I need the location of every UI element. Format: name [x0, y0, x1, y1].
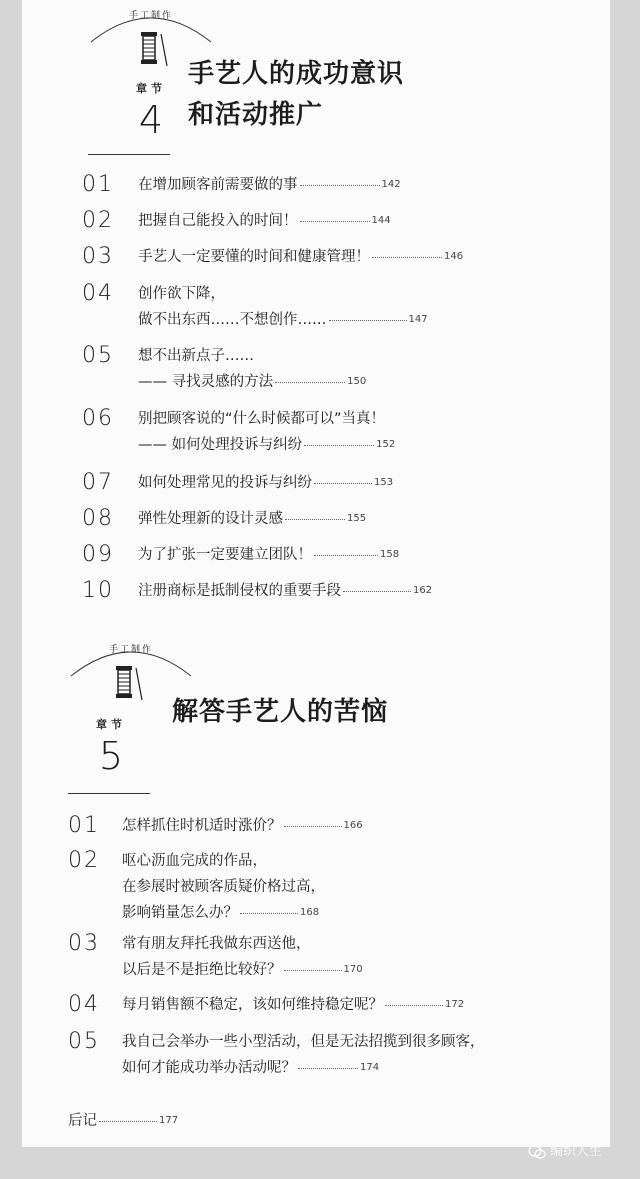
entry-text: 别把顾客说的“什么时候都可以”当真！ — [138, 411, 386, 427]
entry-text: 我自己会举办一些小型活动，但是无法招揽到很多顾客， — [122, 1034, 485, 1050]
entry-number: 04 — [68, 992, 100, 1017]
chapter-rule — [88, 154, 170, 155]
watermark — [528, 1140, 602, 1159]
entry-number: 10 — [82, 578, 114, 603]
entry-text: 创作欲下降， — [138, 286, 225, 302]
entry-line — [138, 474, 393, 492]
entry-text: 注册商标是抵制侵权的重要手段 — [138, 583, 341, 599]
leader-dots — [300, 221, 370, 222]
entry-line — [138, 373, 366, 391]
page-number: 162 — [413, 585, 433, 596]
page-number: 170 — [343, 964, 363, 975]
entry-line — [122, 1059, 379, 1077]
leader-dots — [99, 1121, 157, 1122]
page-number: 142 — [381, 179, 401, 190]
page-number: 155 — [347, 513, 367, 524]
page-number: 172 — [445, 999, 465, 1010]
entry-line — [122, 904, 319, 922]
entry-text: 如何才能成功举办活动呢？ — [122, 1060, 296, 1076]
thread-spool-icon — [106, 662, 146, 702]
leader-dots — [285, 519, 345, 520]
entry-text: 弹性处理新的设计灵感 — [138, 511, 283, 527]
entry-number: 04 — [82, 281, 114, 306]
entry-text: 常有朋友拜托我做东西送他， — [122, 936, 311, 952]
entry-text: 把握自己能投入的时间！ — [138, 213, 298, 229]
entry-line — [138, 410, 385, 428]
entry-line — [122, 1033, 485, 1051]
leader-dots — [298, 1068, 358, 1069]
entry-number: 05 — [68, 1029, 100, 1054]
entry-line — [138, 285, 225, 303]
entry-text: 怎样抓住时机适时涨价？ — [122, 818, 282, 834]
chapter-title-line: 和活动推广 — [188, 100, 324, 130]
chapter-title — [188, 54, 404, 136]
chapter-title: 解答手艺人的苦恼 — [172, 697, 389, 727]
chapter-rule — [68, 793, 150, 794]
page-number: 147 — [408, 314, 428, 325]
entry-text: —— 寻找灵感的方法 — [138, 374, 274, 390]
entry-line — [138, 436, 395, 454]
page-number: 177 — [159, 1115, 179, 1126]
entry-text: 呕心沥血完成的作品， — [122, 853, 267, 869]
entry-text: 每月销售额不稳定，该如何维持稳定呢？ — [122, 997, 383, 1013]
entry-number: 02 — [68, 848, 100, 873]
entry-text: 在增加顾客前需要做的事 — [138, 177, 298, 193]
entry-line — [138, 546, 399, 564]
leader-dots — [240, 913, 298, 914]
leader-dots — [329, 320, 407, 321]
leader-dots — [275, 382, 345, 383]
craft-label: 手工制作 — [108, 645, 153, 655]
page-number: 146 — [444, 251, 464, 262]
leader-dots — [284, 826, 342, 827]
entry-number: 02 — [82, 208, 114, 233]
entry-line — [138, 582, 432, 600]
leader-dots — [372, 257, 442, 258]
leader-dots — [385, 1005, 443, 1006]
entry-text: 手艺人一定要懂的时间和健康管理！ — [138, 249, 370, 265]
page-number: 166 — [343, 820, 363, 831]
page-number: 174 — [360, 1062, 380, 1073]
entry-line — [122, 852, 267, 870]
thread-spool-icon — [131, 28, 171, 68]
entry-text: 做不出东西……不想创作…… — [138, 312, 327, 328]
chapter-label: 章节 — [96, 718, 126, 731]
page-number: 153 — [374, 477, 394, 488]
craft-label: 手工制作 — [128, 11, 173, 21]
entry-number: 03 — [82, 244, 114, 269]
entry-number: 06 — [82, 406, 114, 431]
chapter-label: 章节 — [136, 82, 166, 95]
entry-number: 05 — [82, 343, 114, 368]
page-number: 152 — [376, 439, 396, 450]
toc-page — [22, 0, 610, 1147]
page-number: 168 — [300, 907, 320, 918]
entry-line — [138, 311, 428, 329]
watermark-text: 编织人生 — [550, 1144, 603, 1159]
leader-dots — [300, 185, 380, 186]
entry-line — [122, 961, 363, 979]
entry-text: 以后是不是拒绝比较好？ — [122, 962, 282, 978]
entry-text: 在参展时被顾客质疑价格过高， — [122, 879, 325, 895]
leader-dots — [284, 970, 342, 971]
entry-number: 07 — [82, 470, 114, 495]
page-number: 144 — [371, 215, 391, 226]
leader-dots — [314, 483, 372, 484]
entry-line — [138, 212, 391, 230]
leader-dots — [304, 445, 374, 446]
entry-text: 影响销量怎么办？ — [122, 905, 238, 921]
afterword-label: 后记 — [68, 1113, 97, 1129]
entry-number: 01 — [82, 172, 114, 197]
entry-text: 想不出新点子…… — [138, 348, 254, 364]
entry-line — [122, 817, 363, 835]
entry-text: 为了扩张一定要建立团队！ — [138, 547, 312, 563]
entry-line — [138, 347, 254, 365]
page-number: 158 — [380, 549, 400, 560]
chapter-title-line: 手艺人的成功意识 — [188, 59, 405, 89]
entry-line — [138, 248, 463, 266]
page-number: 150 — [347, 376, 367, 387]
leader-dots — [343, 591, 411, 592]
entry-line — [138, 176, 401, 194]
entry-line — [122, 935, 311, 953]
entry-line — [122, 878, 325, 896]
entry-number: 03 — [68, 931, 100, 956]
entry-line — [138, 510, 366, 528]
entry-number: 01 — [68, 813, 100, 838]
entry-number: 08 — [82, 506, 114, 531]
chapter-number: 4 — [138, 98, 164, 142]
chapter-number: 5 — [98, 734, 124, 778]
entry-line — [122, 996, 464, 1014]
leader-dots — [314, 555, 378, 556]
entry-text: 如何处理常见的投诉与纠纷 — [138, 475, 312, 491]
entry-text: —— 如何处理投诉与纠纷 — [138, 437, 303, 453]
wechat-icon — [528, 1145, 546, 1159]
entry-number: 09 — [82, 542, 114, 567]
